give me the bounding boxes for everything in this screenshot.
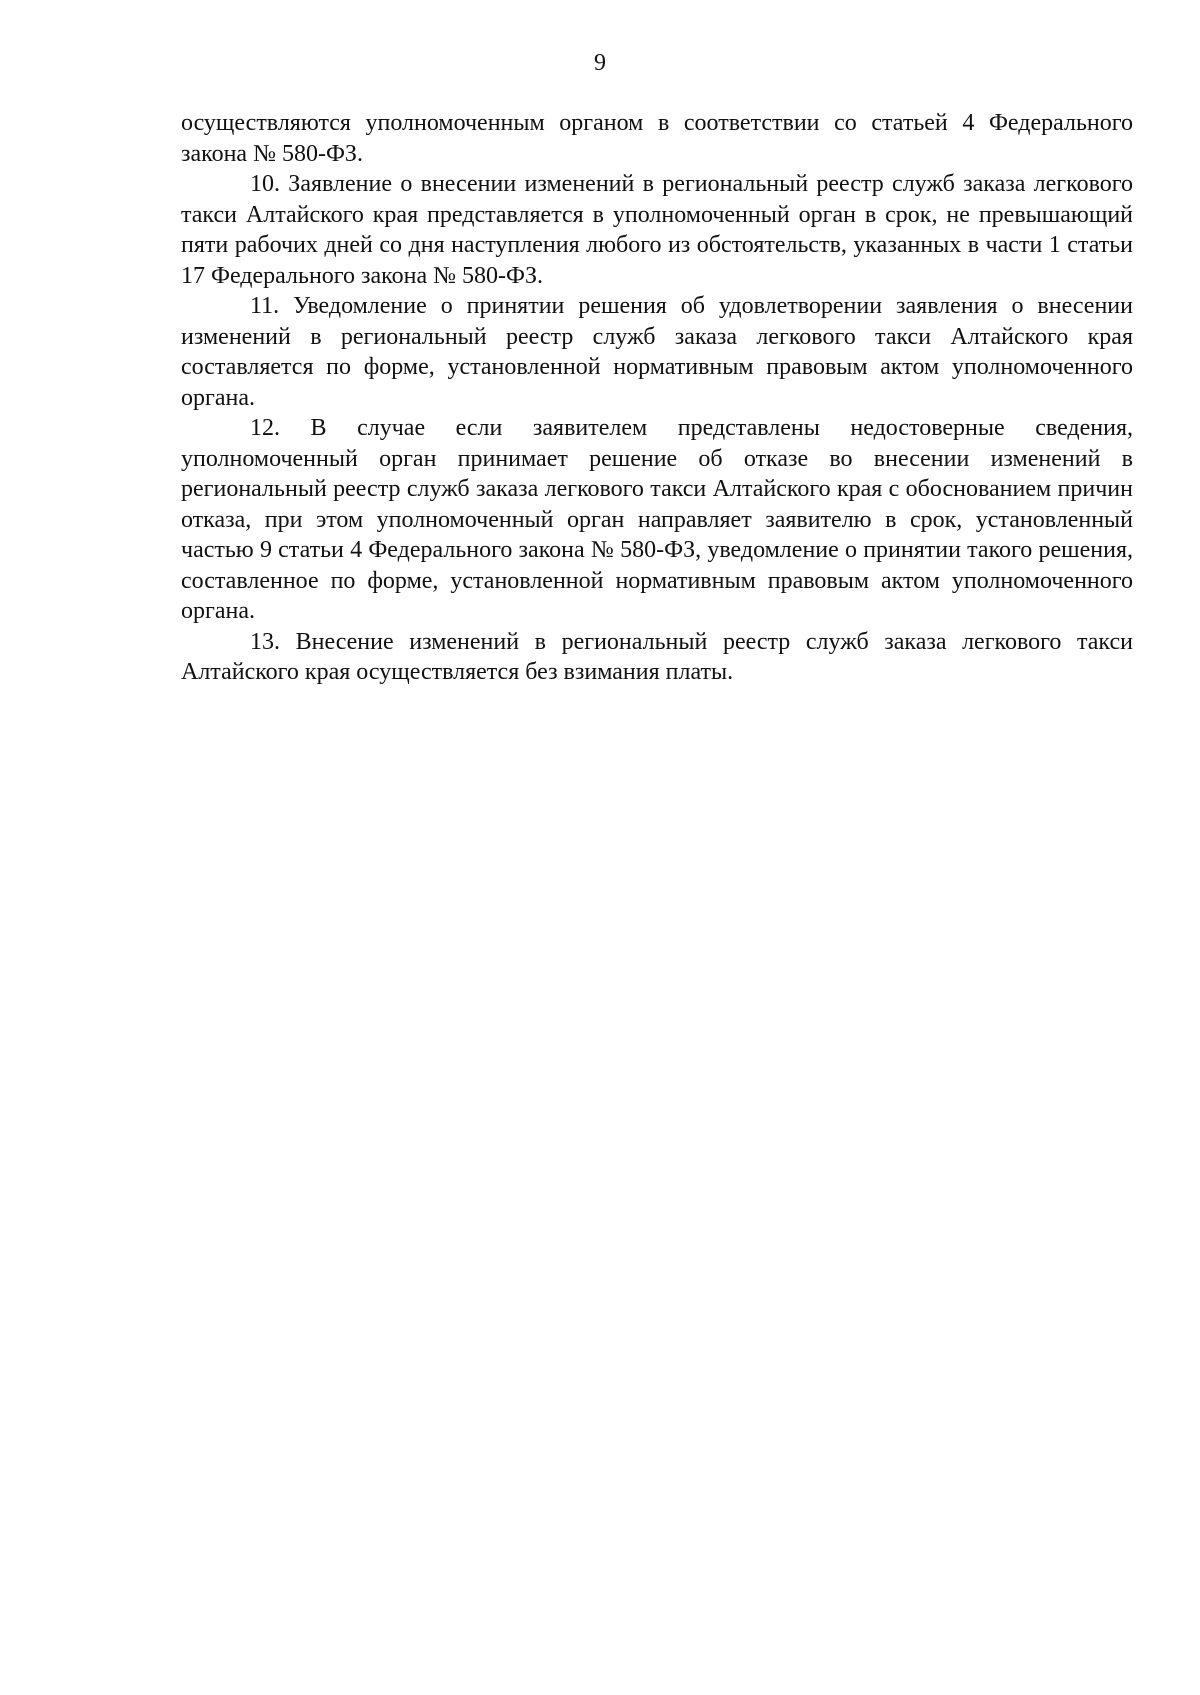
paragraph-continuation: осуществляются уполномоченным органом в соответствии со статьей 4 Федерального закона № 580-ФЗ. xyxy=(181,110,1133,167)
paragraph-10: 10. Заявление о внесении изменений в региональный реестр служб заказа легкового такси Алтайского края представляется в уполномоченный орган в срок, не превышающий пяти рабочих дней со дня наступления любого из обстоятельств, указанных в части 1 статьи 17 Федерального закона № 580-ФЗ. xyxy=(181,171,1133,289)
document-body xyxy=(181,108,1133,688)
paragraph-12: 12. В случае если заявителем представлены недостоверные сведения, уполномоченный орган принимает решение об отказе во внесении изменений в региональный реестр служб заказа легкового такси Алтайского края с обоснованием причин отказа, при этом уполномоченный орган направляет заявителю в срок, установленный частью 9 статьи 4 Федерального закона № 580-ФЗ, уведомление о принятии такого решения, составленное по форме, установленной нормативным правовым актом уполномоченного органа. xyxy=(181,415,1133,624)
page-number: 9 xyxy=(594,50,606,76)
paragraph-11: 11. Уведомление о принятии решения об удовлетворении заявления о внесении изменений в региональный реестр служб заказа легкового такси Алтайского края составляется по форме, установленной нормативным правовым актом уполномоченного органа. xyxy=(181,293,1133,411)
paragraph-13: 13. Внесение изменений в региональный реестр служб заказа легкового такси Алтайского края осуществляется без взимания платы. xyxy=(181,628,1133,685)
